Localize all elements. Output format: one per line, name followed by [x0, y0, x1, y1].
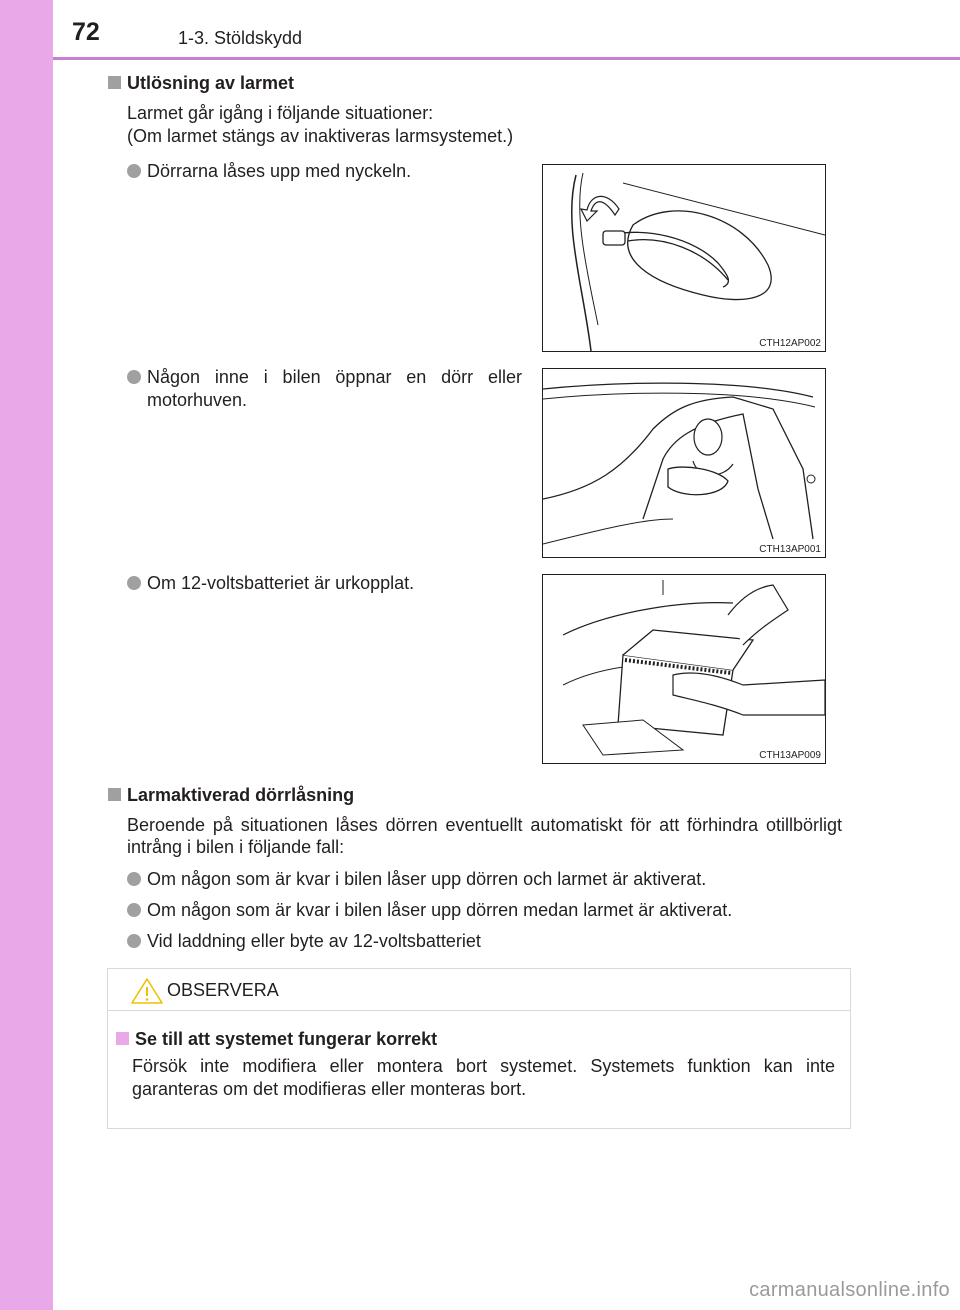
sidebar-tab	[0, 0, 53, 1310]
notice-box	[107, 968, 851, 1129]
notice-body: Försök inte modifiera eller montera bort systemet. Systemets funktion kan inte garanteras om det modifieras eller monteras bort.	[132, 1056, 835, 1099]
list-item: Om någon som är kvar i bilen låser upp dörren och larmet är aktiverat.	[127, 868, 847, 891]
square-bullet-icon	[108, 788, 121, 801]
list-item: Dörrarna låses upp med nyckeln.	[127, 160, 527, 183]
warning-triangle-icon	[130, 977, 164, 1005]
bullet-dot-icon	[127, 576, 141, 590]
battery-disconnect-illustration	[542, 574, 826, 764]
bullet-dot-icon	[127, 872, 141, 886]
notice-heading	[116, 1029, 437, 1050]
heading-text: Se till att systemet fungerar korrekt	[135, 1029, 438, 1049]
bullet-dot-icon	[127, 164, 141, 178]
alarm-trigger-heading	[108, 73, 294, 94]
door-lock-intro: Beroende på situationen låses dörren eventuellt automatiskt för att förhindra otillbörligt intrång i bilen i följande fall:	[127, 815, 842, 857]
figure-code: CTH12AP002	[759, 338, 821, 349]
battery-drawing	[543, 575, 825, 763]
car-interior-drawing	[543, 369, 825, 557]
door-key-illustration	[542, 164, 826, 352]
square-bullet-icon	[116, 1032, 129, 1045]
list-item: Någon inne i bilen öppnar en dörr eller motorhuven.	[127, 366, 522, 412]
heading-text: Utlösning av larmet	[127, 73, 295, 93]
notice-label: OBSERVERA	[167, 980, 279, 1000]
heading-text: Larmaktiverad dörrlåsning	[127, 785, 355, 805]
door-lock-heading	[108, 785, 354, 806]
bullet-dot-icon	[127, 370, 141, 384]
person-opening-door-illustration	[542, 368, 826, 558]
page-number: 72	[72, 18, 100, 46]
figure-code: CTH13AP009	[759, 750, 821, 761]
section-title: 1-3. Stöldskydd	[178, 28, 303, 48]
alarm-trigger-intro-line1: Larmet går igång i följande situationer:	[127, 103, 434, 123]
header-divider	[53, 57, 960, 60]
alarm-trigger-intro-line2: (Om larmet stängs av inaktiveras larmsystemet.)	[127, 126, 514, 146]
list-item: Vid laddning eller byte av 12-voltsbatteriet	[127, 930, 847, 953]
list-item: Om 12-voltsbatteriet är urkopplat.	[127, 572, 527, 595]
bullet-dot-icon	[127, 934, 141, 948]
square-bullet-icon	[108, 76, 121, 89]
watermark: carmanualsonline.info	[749, 1279, 950, 1301]
notice-header	[108, 969, 850, 1011]
door-key-drawing	[543, 165, 825, 351]
list-item: Om någon som är kvar i bilen låser upp dörren medan larmet är aktiverat.	[127, 899, 847, 922]
bullet-dot-icon	[127, 903, 141, 917]
figure-code: CTH13AP001	[759, 544, 821, 555]
